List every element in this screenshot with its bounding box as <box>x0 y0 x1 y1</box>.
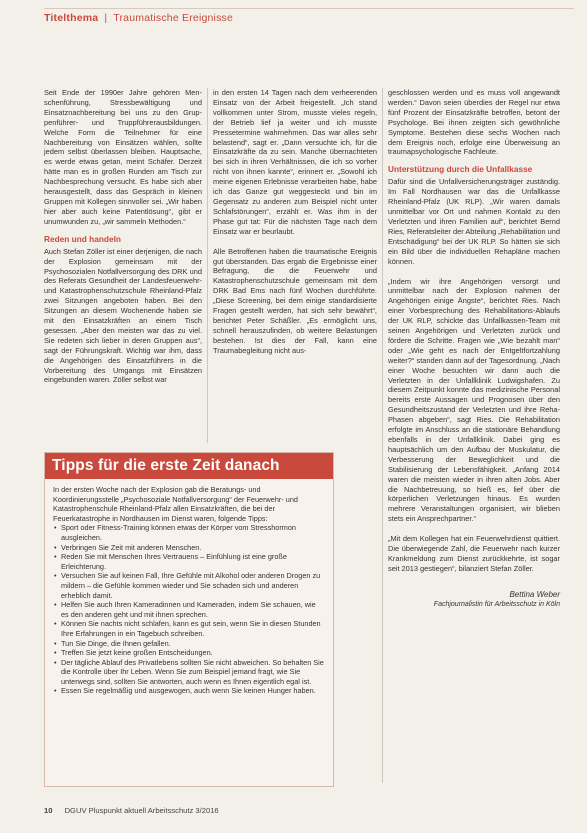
author-name: Bettina Weber <box>509 589 560 599</box>
heading-reden-handeln: Reden und handeln <box>44 233 121 244</box>
column-1 <box>44 88 202 385</box>
publication-name: DGUV Pluspunkt aktuell Arbeitsschutz 3/2016 <box>64 806 219 815</box>
col1-paragraph-1: Seit Ende der 1990er Jahre gehören Men-schenführung, Stressbewältigung und Einsatznachbereitung bei uns zu den Grup-penführer- und Truppführerausbildungen. Welche Form die Teilnehmer für eine Nachbereitung von Einsätzen wählen, sollte jedem selbst überlassen bleiben. Hauptsache, es werde etwas getan, meint Schäfer. Derzeit hätte man es in großen Runden am Tisch zur Nachbesprechung versucht. Es habe sich aber herausgestellt, dass das Gespräch in kleinen Gruppen mit Kollegen sinnvoller sei. „Wir haben hier aber auch keine Patentlösung“, gibt er unumwunden zu, „wir sammeln Methoden.“ <box>44 88 202 226</box>
top-rule <box>44 8 574 9</box>
tips-item: • Helfen Sie auch Ihren Kameradinnen und Kameraden, indem Sie schauen, wie es den anderen geht und mit ihnen sprechen. <box>53 600 325 619</box>
column-2 <box>213 88 377 356</box>
col2-paragraph-1: in den ersten 14 Tagen nach dem verheerenden Einsatz von der Arbeit freigestellt. „Ich stand vollkommen unter Strom, musste vieles regeln, der Betrieb lief ja weiter und ich musste Pressetermine wahrnehmen. Das war alles sehr belastend“, sagt er. „Dann versuchte ich, für die Einsatzkräfte da zu sein. Manche übernachteten bei sich in ihren Verhältnissen, die ich so vorher nicht von ihnen kannte“, erinnert er. „Sowohl ich meine eigenen Erlebnisse verarbeiten habe, habe ich das Ganze gut weggesteckt und bin im Gegensatz zu anderen zum Beispiel nicht unter Schlafstörungen“, erzählt er. Was ihm in der Phase gut tat: Für die nächsten Tage nach dem Einsatz war er beurlaubt. <box>213 88 377 236</box>
tips-item: • Sport oder Fitness-Training können etwas der Körper vom Stresshormon ausgleichen. <box>53 523 325 542</box>
author-signature <box>388 590 560 610</box>
tips-item: • Reden Sie mit Menschen Ihres Vertrauens – Einfühlung ist eine große Erleichterung. <box>53 552 325 571</box>
header-separator: | <box>104 12 108 24</box>
tips-intro: In der ersten Woche nach der Explosion gab die Beratungs- und Koordinierungsstelle „Psychosoziale Notfallversorgung“ der Feuerwehr- und Katastrophenschule Rheinland-Pfalz allen Einsatzkräften, die bei der Feuerkatastrophe in Nordhausen im Dienst waren, folgende Tipps: <box>53 485 298 523</box>
col3-paragraph-1: geschlossen werden und es muss voll angewandt werden.“ Davon seien überdies der Regel nur etwa fünf Prozent der Einsatzkräfte betroffen, betont der Psychologe. Bei ihnen zeigten sich gewöhnliche Symptome. Bestehen diese sechs Wochen nach dem Ereignis noch, erfolge eine Überweisung an traumapsychologische Fachleute. <box>388 88 560 157</box>
tips-item: • Können Sie nachts nicht schlafen, kann es gut sein, wenn Sie in diesen Stunden Ihre Erfahrungen in ein Tagebuch schreiben. <box>53 619 325 638</box>
page-header <box>44 12 233 24</box>
col1-paragraph-2: Auch Stefan Zöller ist einer derjenigen, die nach der Explosion gemeinsam mit der Psychosozialen Notfallversorgung des DRK und des Referats Gesundheit der Landesfeuerwehr- und Katastrophenschutzschule Rheinland-Pfalz zwei Sitzungen angeboten haben. Bei den Sitzungen an diesem Wochenende haben sie mit den Einsatzkräften an einem Tisch gesessen. „Aber den meisten war das zu viel. Sie redeten sich lieber in deren Gruppen aus“, sagt der Führungskraft. Wichtig war ihm, dass die Angehörigen des Einsatzführers in die Vorbereitung des Umgangs mit Einsätzen eingebunden waren. Zöller selbst war <box>44 246 202 385</box>
column-3 <box>388 88 560 610</box>
header-rubric: Titelthema <box>44 12 99 24</box>
page-footer <box>44 806 219 815</box>
tips-item: • Essen Sie regelmäßig und ausgewogen, auch wenn Sie keinen Hunger haben. <box>53 686 325 696</box>
tips-item: • Versuchen Sie auf keinen Fall, Ihre Gefühle mit Alkohol oder anderen Drogen zu mildern – die Gefühle kommen wieder und Sie schaden sich und anderen erheblich damit. <box>53 571 325 600</box>
tips-list <box>53 523 325 696</box>
tips-item: • Der tägliche Ablauf des Privatlebens sollten Sie nicht abweichen. So behalten Sie die Kontrolle über Ihr Leben. Wenn Sie zum Beispiel jemand fragt, wie Sie unterwegs sind, sollten Sie antworten, auch wenn es Ihnen eigentlich egal ist. <box>53 658 325 687</box>
tips-box <box>44 452 334 787</box>
page-number: 10 <box>44 806 53 815</box>
author-role: Fachjournalistin für Arbeitsschutz in Köln <box>433 600 560 608</box>
column-divider-2 <box>382 88 383 783</box>
heading-unfallkasse: Unterstützung durch die Unfallkasse <box>388 164 533 175</box>
col3-paragraph-4: „Mit dem Kollegen hat ein Feuerwehrdienst quittiert. Die überwiegende Zahl, die Feuerwehr nach kurzer Krankmeldung zum Dienst zurückkehrte, ist sogar seit 2013 gestiegen“, bilanziert Stefan Zöller. <box>388 534 560 573</box>
col3-paragraph-2: Dafür sind die Unfallversicherungsträger zuständig. Im Fall Nordhausen war das die Unfallkasse Rheinland-Pfalz (UK RLP). „Wir waren damals unmittelbar vor Ort und nahmen Kontakt zu den Verletzten und ihren Familien auf“, berichtet Bernd Ries, Referatsleiter der Abteilung „Rehabilitation und Entschädigung“ bei der UK RLP. So hätten sie sich ein Bild über die individuellen Rehapläne machen können. <box>388 177 560 266</box>
tips-item: • Treffen Sie jetzt keine großen Entscheidungen. <box>53 648 325 658</box>
tips-title: Tipps für die erste Zeit danach <box>45 453 333 479</box>
header-topic: Traumatische Ereignisse <box>113 12 234 24</box>
tips-item: • Tun Sie Dinge, die Ihnen gefallen. <box>53 639 325 649</box>
tips-item: • Verbringen Sie Zeit mit anderen Menschen. <box>53 543 325 553</box>
col2-paragraph-2: Alle Betroffenen haben die traumatische Ereignis gut überstanden. Das ergab die Ergebnisse einer Befragung, die die Feuerwehr und Katastrophenschutzschule gemeinsam mit dem DRK Bad Ems nach fünf Wochen durchführte. „Diese Screening, bei dem einige standardisierte Fragen gestellt werden, hat sich sehr bewährt“, berichtet Peter Schäßler. „Es ermöglicht uns, schnell herauszufinden, ob weitere Belastungen bestehen. Ist dies der Fall, kann eine Traumabegleitung nicht aus- <box>213 246 377 355</box>
tips-body <box>45 479 333 696</box>
col3-paragraph-3: „Indem wir ihre Angehörigen versorgt und unmittelbar nach der Explosion nahmen der Angehörigen einige Ängste“, berichtet Ries. Nach einer Vorbesprechung des Rehabilitations-Ablaufs der UK RLP, schickte das Unfallkassen-Team mit seinen Angehörigen und Verletzten zurück und fördere die Schritte. Fragen wie „Wie bezahlt man“ oder „Wie geht es nach der Entgeltfortzahlung weiter?“ standen dann auf der Tagesordnung. „Nach einer Woche besuchten wir dann auch die Verletzten in der Unfallklinik Ludwigshafen. Zu diesem Zeitpunkt konnte das medizinische Personal bereits erste Aussagen und Prognosen über den Gesundheitszustand der Verletzten und ihre Reha-Phasen abgeben“, sagt Ries. Die Rehabilitation erfolgte im Anschluss an die stationäre Behandlung ebenfalls in der Unfallklinik. Dabei ging es hauptsächlich um den Aufbau der Muskulatur, die Verbesserung der Beweglichkeit und die Stabilisierung der Lebensfähigkeit. „Anfang 2014 waren die meisten wieder in ihren alten Jobs. Aber die Nachbetreuung, so hieß es, lief über die körperlichen Verletzungen hinaus. Es wurden mehrere Veranstaltungen organisiert, wir blieben stets ein Ansprechpartner.“ <box>388 276 560 524</box>
column-divider-1 <box>207 88 208 443</box>
